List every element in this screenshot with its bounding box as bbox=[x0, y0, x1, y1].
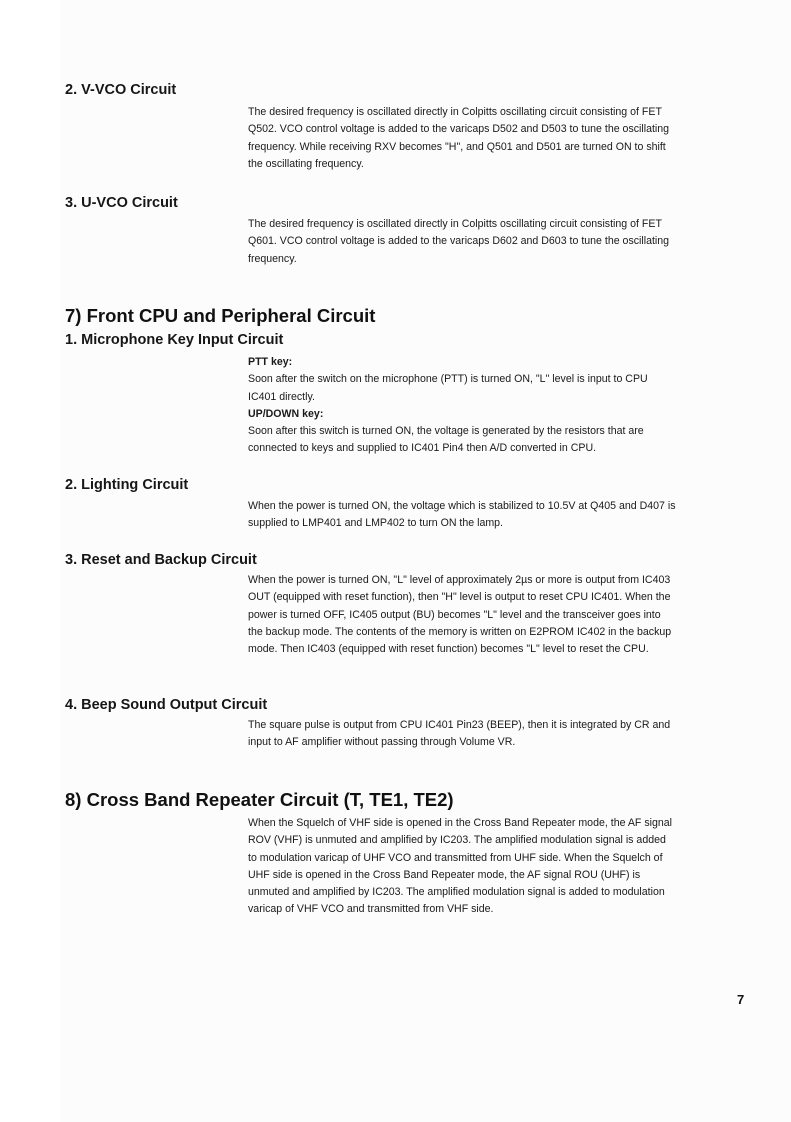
cross-band-title: 8) Cross Band Repeater Circuit (T, TE1, TE2) bbox=[65, 789, 454, 810]
lighting-heading: 2. Lighting Circuit bbox=[65, 477, 189, 493]
updown-key-paragraph: Soon after this switch is turned ON, the voltage is generated by the resistors that are connected to keys and supplied to IC401 Pin4 then A/D converted in CPU. bbox=[248, 425, 644, 455]
beep-paragraph: The square pulse is output from CPU IC401 Pin23 (BEEP), then it is integrated by CR and input to AF amplifier without passing through Volume VR. bbox=[248, 719, 671, 749]
uvco-heading: 3. U-VCO Circuit bbox=[65, 195, 178, 211]
cross-band-text bbox=[248, 815, 676, 919]
reset-text bbox=[248, 572, 676, 658]
page-number: 7 bbox=[737, 992, 745, 1007]
mic-key-text bbox=[248, 354, 676, 458]
reset-heading: 3. Reset and Backup Circuit bbox=[65, 552, 257, 568]
beep-text bbox=[248, 717, 676, 752]
lighting-paragraph: When the power is turned ON, the voltage which is stabilized to 10.5V at Q405 and D407 is supplied to LMP401 and LMP402 to turn ON the lamp. bbox=[248, 500, 676, 530]
updown-key-label: UP/DOWN key: bbox=[248, 407, 324, 420]
mic-key-heading: 1. Microphone Key Input Circuit bbox=[65, 332, 284, 348]
ptt-key-paragraph: Soon after the switch on the microphone (PTT) is turned ON, "L" level is input to CPU IC401 directly. bbox=[248, 373, 648, 403]
front-cpu-title: 7) Front CPU and Peripheral Circuit bbox=[65, 305, 376, 326]
beep-heading: 4. Beep Sound Output Circuit bbox=[65, 697, 268, 713]
uvco-paragraph: The desired frequency is oscillated directly in Colpitts oscillating circuit consisting of FET Q601. VCO control voltage is added to the varicaps D602 and D603 to tune the oscillating frequency. bbox=[248, 218, 670, 265]
vvco-heading: 2. V-VCO Circuit bbox=[65, 82, 177, 98]
reset-paragraph: When the power is turned ON, "L" level of approximately 2µs or more is output from IC403 OUT (equipped with reset function), then "H" level is output to reset CPU IC401. When the power is turned OFF, IC405 output (BU) becomes "L" level and the transceiver goes into the backup mode. The contents of the memory is written on E2PROM IC402 in the backup mode. Then IC403 (equipped with reset function) becomes "L" level to reset the CPU. bbox=[248, 574, 672, 656]
vvco-text bbox=[248, 104, 676, 173]
vvco-paragraph: The desired frequency is oscillated directly in Colpitts oscillating circuit consisting of FET Q502. VCO control voltage is added to the varicaps D502 and D503 to tune the oscillating frequency. While receiving RXV becomes "H", and Q501 and D501 are turned ON to shift the oscillating frequency. bbox=[248, 106, 670, 170]
ptt-key-label: PTT key: bbox=[248, 356, 293, 368]
lighting-text bbox=[248, 498, 676, 533]
uvco-text bbox=[248, 216, 676, 268]
cross-band-paragraph: When the Squelch of VHF side is opened in the Cross Band Repeater mode, the AF signal ROV (VHF) is unmuted and amplified by IC203. The amplified modulation signal is added to modulation varicap of UHF VCO and transmitted from UHF side. When the Squelch of UHF side is opened in the Cross Band Repeater mode, the AF signal ROU (UHF) is unmuted and amplified by IC203. The amplified modulation signal is added to modulation varicap of VHF VCO and transmitted from VHF side. bbox=[248, 817, 672, 916]
